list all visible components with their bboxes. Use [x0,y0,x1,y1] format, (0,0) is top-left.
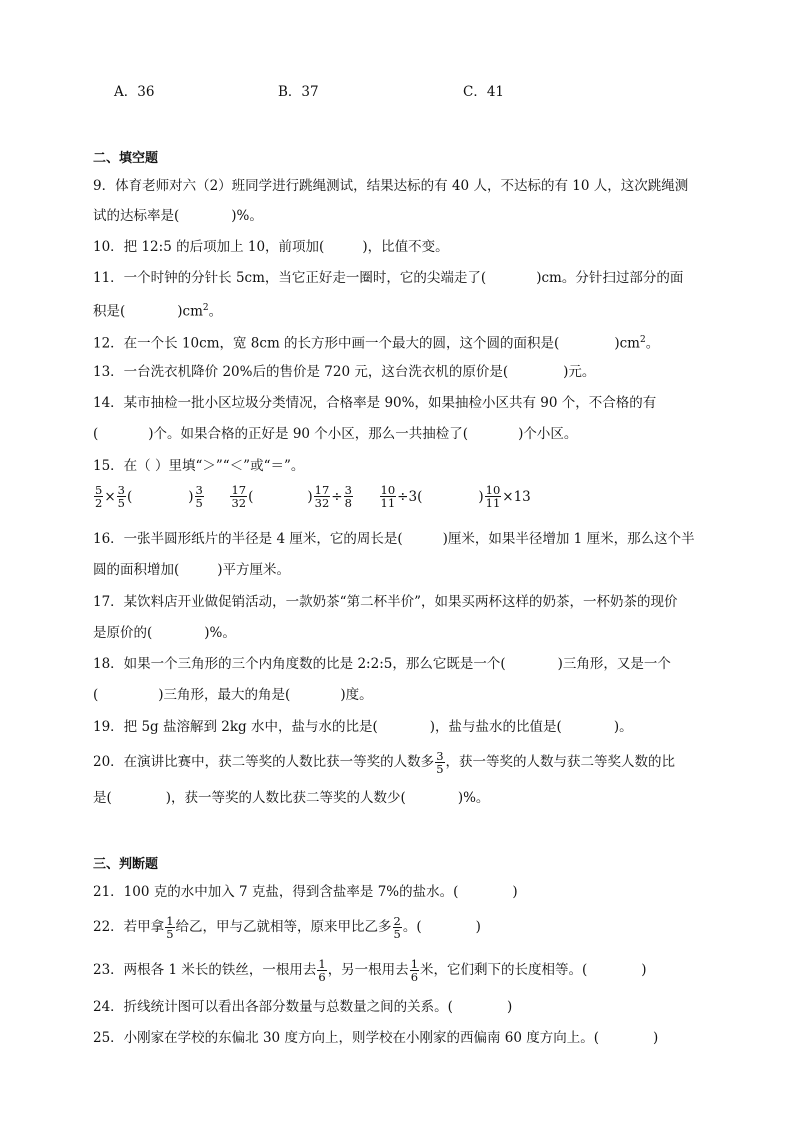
paren-close: ) [188,488,194,505]
q19-text-c: )。 [613,719,633,735]
q14-text-b: )个。如果合格的正好是 90 个小区，那么一共抽检了( [148,426,469,442]
q10-text-b: )，比值不变。 [362,239,449,255]
q9-text-b: )%。 [231,208,263,224]
q23-text-c: 米，它们剩下的长度相等。( [420,962,588,978]
q9-line1: 9．体育老师对六（2）班同学进行跳绳测试，结果达标的有 40 人，不达标的有 10 人，这次跳绳测 [93,178,689,194]
q11-text-d: )cm [177,303,203,320]
q21-line [93,882,518,902]
q22-text-b: 给乙，甲与乙就相等，原来甲比乙多 [175,919,392,935]
q18-text-e: )度。 [340,687,373,703]
q16-text-c: 圆的面积增加( [93,562,180,578]
q11-line2 [93,298,222,322]
q11-text-b: )cm。分针扫过部分的面 [536,270,684,286]
q13-text-b: )元。 [563,364,596,380]
q22-line [93,912,481,942]
q11-text-a: 11．一个时钟的分针长 5cm，当它正好走一圈时，它的尖端走了( [93,270,487,286]
q20-frac: $\frac{3}{5}$ [436,749,444,776]
q20-line1 [93,747,675,777]
q18-text-d: )三角形，最大的角是( [158,687,291,703]
q20-text-b: ，获一等奖的人数与获二等奖人数的比 [445,754,676,770]
q15-frac-8: $\frac{10}{11}$ [485,483,501,510]
q16-text-b: )厘米，如果半径增加 1 厘米，那么这个半 [442,531,695,547]
paren-open: ( [248,488,254,505]
q23-text-d: ) [641,962,647,978]
q15-frac-5: $\frac{17}{32}$ [314,483,330,510]
option-b: B．37 [278,84,319,100]
q19-line [93,717,633,737]
q15-frac-1: $\frac{5}{2}$ [95,483,103,510]
q12-text-b: )cm [614,335,640,352]
q18-text-c: ( [93,687,99,703]
q15-frac-7: $\frac{10}{11}$ [380,483,396,510]
q20-line2 [93,788,489,808]
q22-text-d: ) [475,919,481,935]
q23-frac-2: $\frac{1}{6}$ [410,957,419,984]
q14-line1: 14．某市抽检一批小区垃圾分类情况，合格率是 90%，如果抽检小区共有 90 个，不合格的有 [93,395,657,411]
q20-text-d: )，获一等奖的人数比获二等奖的人数少( [165,790,406,806]
q16-line1 [93,529,695,549]
q12-text-a: 12．在一个长 10cm，宽 8cm 的长方形中画一个最大的圆，这个圆的面积是( [93,335,560,352]
q24-line [93,997,512,1017]
option-a: A．36 [114,84,155,100]
q11-text-e: 。 [208,303,223,320]
q20-text-c: 是( [93,790,112,806]
q24-text-a: 24．折线统计图可以看出各部分数量与总数量之间的关系。( [93,999,453,1015]
q18-text-b: )三角形，又是一个 [557,656,671,672]
q12-line [93,330,659,354]
q23-frac-1: $\frac{1}{6}$ [318,957,326,984]
q12-sup: 2 [639,335,646,345]
times-sign: × [104,488,116,505]
paren-open: ( [126,488,133,505]
q14-text-a: ( [93,426,99,442]
divide-three: ÷3( [397,488,423,505]
q17-text-a: 是原价的( [93,625,153,641]
q17-line1: 17．某饮料店开业做促销活动，一款奶茶“第二杯半价”，如果买两杯这样的奶茶，一杯奶茶的现价 [93,594,678,610]
q23-text-a: 23．两根各 1 米长的铁丝，一根用去 [93,962,317,978]
q15-comparisons [93,484,531,514]
q11-sup: 2 [202,303,209,313]
q22-frac-1: $\frac{1}{5}$ [166,914,174,941]
q22-text-a: 22．若甲拿 [93,919,165,935]
q10-line [93,237,449,257]
paren-close: ) [478,488,484,505]
q18-line1 [93,654,671,674]
q14-text-c: )个小区。 [518,426,578,442]
q9-text-a: 试的达标率是( [93,208,180,224]
q21-text-b: ) [512,884,518,900]
section-title-judgment: 三、判断题 [93,857,159,872]
q18-text-a: 18．如果一个三角形的三个内角度数的比是 2:2:5，那么它既是一个( [93,656,506,672]
q16-line2 [93,560,290,580]
q22-frac-2: $\frac{2}{5}$ [393,914,401,941]
q15-frac-3: $\frac{3}{5}$ [195,483,203,510]
times-thirteen: ×13 [502,488,531,505]
q21-text-a: 21．100 克的水中加入 7 克盐，得到含盐率是 7%的盐水。( [93,884,459,900]
q12-text-c: 。 [645,335,660,352]
q20-text-a: 20．在演讲比赛中，获二等奖的人数比获一等奖的人数多 [93,754,435,770]
q22-text-c: 。( [402,919,422,935]
q13-text-a: 13．一台洗衣机降价 20%后的售价是 720 元，这台洗衣机的原价是( [93,364,509,380]
q10-text-a: 10．把 12:5 的后项加上 10，前项加( [93,239,325,255]
q25-text-a: 25．小刚家在学校的东偏北 30 度方向上，则学校在小刚家的西偏南 60 度方向上。( [93,1030,599,1046]
divide-sign: ÷ [331,488,343,505]
q14-line2 [93,424,577,444]
q19-text-b: )，盐与盐水的比值是( [429,719,562,735]
section-title-fill-blank: 二、填空题 [93,151,159,166]
q11-line1 [93,268,683,288]
q16-text-d: )平方厘米。 [217,562,291,578]
q18-line2 [93,685,373,705]
q11-text-c: 积是( [93,303,126,320]
q24-text-b: ) [506,999,513,1015]
q19-text-a: 19．把 5g 盐溶解到 2kg 水中，盐与水的比是( [93,719,378,735]
q16-text-a: 16．一张半圆形纸片的半径是 4 厘米，它的周长是( [93,531,403,547]
q13-line [93,362,595,382]
q15-frac-4: $\frac{17}{32}$ [231,483,247,510]
q17-text-b: )%。 [204,625,236,641]
q20-text-e: )%。 [457,790,490,806]
paren-close: ) [307,488,313,505]
option-c: C．41 [463,84,505,100]
q15-frac-6: $\frac{3}{8}$ [344,483,352,510]
q17-line2 [93,623,236,643]
q15-title: 15．在（ ）里填“＞”“＜”或“＝”。 [93,458,305,474]
q25-text-b: ) [652,1030,659,1046]
q23-line [93,955,647,985]
q15-frac-2: $\frac{3}{5}$ [117,483,125,510]
q9-line2 [93,206,263,226]
q25-line [93,1028,658,1048]
q23-text-b: ，另一根用去 [327,962,409,978]
